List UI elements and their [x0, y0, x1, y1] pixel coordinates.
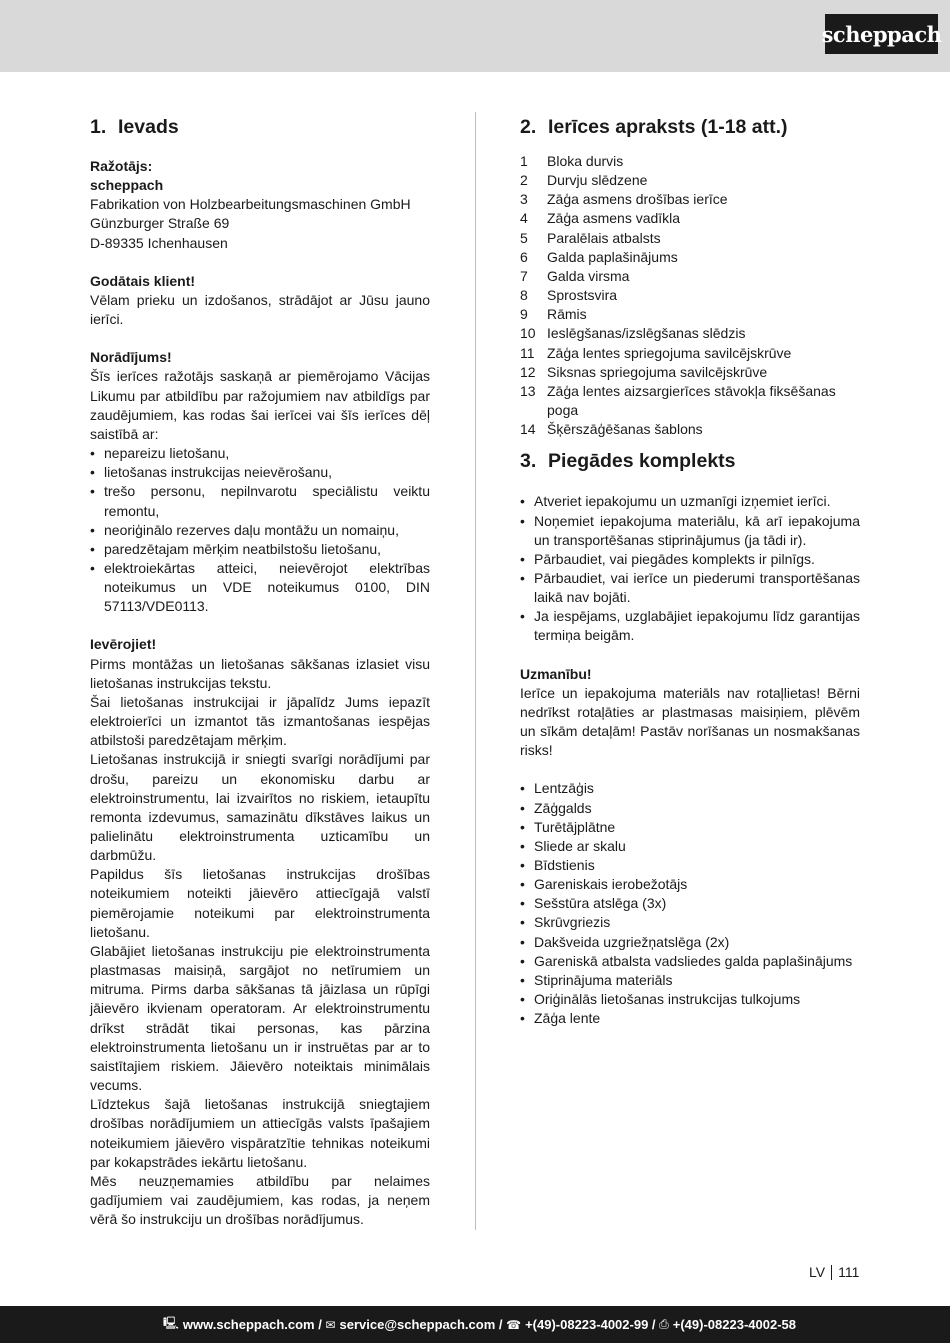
list-item: • Zāģgalds: [520, 799, 860, 818]
part-item: 5 Paralēlais atbalsts: [520, 229, 661, 246]
section-1-title: Ievads: [118, 116, 179, 138]
part-item: 12 Siksnas spriegojuma savilcējskrūve: [520, 363, 768, 380]
section-1-number: 1.: [90, 116, 107, 138]
manufacturer-name: scheppach: [90, 177, 164, 194]
section-2-heading: [520, 112, 860, 142]
list-item: • Ja iespējams, uzglabājiet iepakojumu līdz garantijas termiņa beigām.: [520, 607, 860, 645]
page-footer: [0, 1306, 950, 1343]
list-item: • Lentzāģis: [520, 779, 860, 798]
manufacturer-label: Ražotājs:: [90, 158, 153, 174]
column-divider: [475, 112, 476, 1230]
section-3-title: Piegādes komplekts: [548, 450, 736, 473]
language-code: LV: [809, 1264, 826, 1280]
part-item: 13 Zāģa lentes aizsargierīces stāvokļa fiksēšanas poga: [520, 382, 836, 419]
list-item: • paredzētajam mērķim neatbilstošu lietošanu,: [90, 540, 430, 559]
list-item: • Stiprinājuma materiāls: [520, 971, 860, 990]
note-list: [90, 444, 430, 616]
list-item: • Sliede ar skalu: [520, 837, 860, 856]
list-item: • elektroiekārtas atteici, neievērojot elektrības noteikumus un VDE noteikumus 0100, DIN 57113/VDE0113.: [90, 559, 430, 616]
caution-text: Ierīce un iepakojuma materiāls nav rotaļlietas! Bērni nedrīkst rotaļāties ar plastmasas maisiņiem, plēvēm un sīkām detaļām! Pastāv norīšanas un nosmakšanas risks!: [520, 684, 860, 759]
list-item: • Zāģa lente: [520, 1009, 860, 1028]
part-item: 9 Rāmis: [520, 306, 587, 323]
part-item: 6 Galda paplašinājums: [520, 248, 678, 265]
note-text: Šīs ierīces ražotājs saskaņā ar piemērojamo Vācijas Likumu par atbildību par ražojumiem nav atbildīgs par zaudējumiem, kas rodas šai ierīcei vai šīs ierīces dēļ saistībā ar:: [90, 368, 430, 442]
observe-paragraph: Mēs neuzņemamies atbildību par nelaimes gadījumiem vai zaudējumiem, kas rodas, ja neņem vērā šo instrukciju un drošības norādījumus.: [90, 1172, 430, 1228]
observe-paragraph: Papildus šīs lietošanas instrukcijas drošības noteikumiem noteikti jāievēro attiecīgajā valstī piemērojamie noteikumi par elektroinstrumenta lietošanu.: [90, 866, 430, 940]
list-item: • Turētājplātne: [520, 818, 860, 837]
footer-phone: +(49)-08223-4002-99 /: [525, 1317, 656, 1332]
fax-icon: ⎙: [659, 1317, 669, 1331]
part-item: 8 Sprostsvira: [520, 287, 618, 304]
dear-customer-label: Godātais klient!: [90, 272, 196, 289]
list-item: • trešo personu, nepilnvarotu speciālistu veiktu remontu,: [90, 482, 430, 520]
page-number: [809, 1264, 859, 1280]
list-item: • Noņemiet iepakojuma materiālu, kā arī iepakojuma un transportēšanas stiprinājumus (ja tādi ir).: [520, 512, 860, 550]
part-item: 4 Zāģa asmens vadīkla: [520, 210, 681, 227]
footer-web: www.scheppach.com /: [182, 1317, 322, 1332]
list-item: • neoriģinālo rezerves daļu montāžu un nomaiņu,: [90, 521, 430, 540]
list-item: • Skrūvgriezis: [520, 913, 860, 932]
delivery-steps-list: [520, 492, 860, 645]
parts-list: [520, 152, 860, 439]
part-item: 11 Zāģa lentes spriegojuma savilcējskrūve: [520, 344, 792, 361]
list-item: • Gareniskā atbalsta vadsliedes galda paplašinājums: [520, 952, 860, 971]
part-item: 14 Šķērszāģēšanas šablons: [520, 421, 703, 438]
part-item: 1 Bloka durvis: [520, 153, 624, 169]
address-line: D-89335 Ichenhausen: [90, 234, 228, 251]
footer-fax: +(49)-08223-4002-58: [672, 1317, 796, 1332]
dear-customer-text: Vēlam prieku un izdošanos, strādājot ar Jūsu jauno ierīci.: [90, 291, 430, 328]
footer-email: service@scheppach.com /: [339, 1317, 503, 1332]
list-item: • Pārbaudiet, vai piegādes komplekts ir pilnīgs.: [520, 550, 860, 569]
list-item: • Dakšveida uzgriežņatslēga (2x): [520, 933, 860, 952]
computer-icon: 🖳: [162, 1316, 179, 1330]
section-2-title: Ierīces apraksts (1-18 att.): [548, 116, 788, 138]
section-3-heading: [520, 446, 860, 476]
section-3-number: 3.: [520, 450, 537, 473]
part-item: 10 Ieslēgšanas/izslēgšanas slēdzis: [520, 325, 746, 342]
section-2-number: 2.: [520, 116, 537, 138]
note-label: Norādījums!: [90, 349, 172, 366]
observe-paragraph: Lietošanas instrukcijā ir sniegti svarīgi norādījumi par drošu, pareizu un ekonomisku darbu ar elektroinstrumentu, lai izvairītos no riskiem, ietaupītu remonta izdevumus, samazinātu dīkstāves laikus un palielinātu elektroinstrumenta uzticamību un darbmūžu.: [90, 751, 430, 864]
address-line: Fabrikation von Holzbearbeitungsmaschinen GmbH: [90, 196, 411, 213]
observe-label: Ievērojiet!: [90, 636, 157, 653]
observe-paragraph: Glabājiet lietošanas instrukciju pie elektroinstrumenta plastmasas maisiņā, sargājot no netīrumiem un mitruma. Pirms darba sākšanas tā jāizlasa un rūpīgi jāievēro ikvienam operatoram. Ar elektroinstrumentu drīkst strādāt tikai personas, kas pārzina elektroinstrumenta lietošanu un ir instruētas par ar to saistītajiem riskiem. Jāievēro noteiktais minimālais vecums.: [90, 942, 430, 1094]
page-header: [0, 0, 950, 72]
contents-list: [520, 779, 860, 1028]
list-item: • lietošanas instrukcijas neievērošanu,: [90, 463, 430, 482]
left-column: [90, 112, 430, 1229]
list-item: • nepareizu lietošanu,: [90, 444, 430, 463]
list-item: • Atveriet iepakojumu un uzmanīgi izņemiet ierīci.: [520, 492, 860, 511]
scheppach-logo: scheppach: [825, 14, 938, 54]
observe-paragraph: Šai lietošanas instrukcijai ir jāpalīdz Jums iepazīt elektroierīci un izmantot tās izmantošanas iespējas atbilstoši paredzētajam mērķim.: [90, 693, 430, 749]
part-item: 7 Galda virsma: [520, 267, 630, 284]
page-number-separator: [831, 1265, 832, 1280]
observe-paragraph: Līdztekus šajā lietošanas instrukcijā sniegtajiem drošības norādījumiem un attiecīgās valsts īpašajiem noteikumiem jāievēro vispāratzītie tehnikas noteikumi par kokapstrādes iekārtu lietošanu.: [90, 1096, 430, 1170]
list-item: • Gareniskais ierobežotājs: [520, 875, 860, 894]
section-1-heading: [90, 112, 430, 142]
address-line: Günzburger Straße 69: [90, 215, 230, 232]
right-column: [520, 112, 860, 1028]
caution-label: Uzmanību!: [520, 665, 592, 682]
list-item: • Oriģinālās lietošanas instrukcijas tulkojums: [520, 990, 860, 1009]
part-item: 2 Durvju slēdzene: [520, 172, 648, 189]
observe-paragraph: Pirms montāžas un lietošanas sākšanas izlasiet visu lietošanas instrukcijas tekstu.: [90, 655, 430, 691]
list-item: • Pārbaudiet, vai ierīce un piederumi transportēšanas laikā nav bojāti.: [520, 569, 860, 607]
page-number-value: 111: [838, 1264, 860, 1280]
mail-icon: ✉: [325, 1317, 336, 1332]
list-item: • Sešstūra atslēga (3x): [520, 894, 860, 913]
phone-icon: ☎: [506, 1317, 522, 1332]
part-item: 3 Zāģa asmens drošības ierīce: [520, 191, 728, 208]
list-item: • Bīdstienis: [520, 856, 860, 875]
